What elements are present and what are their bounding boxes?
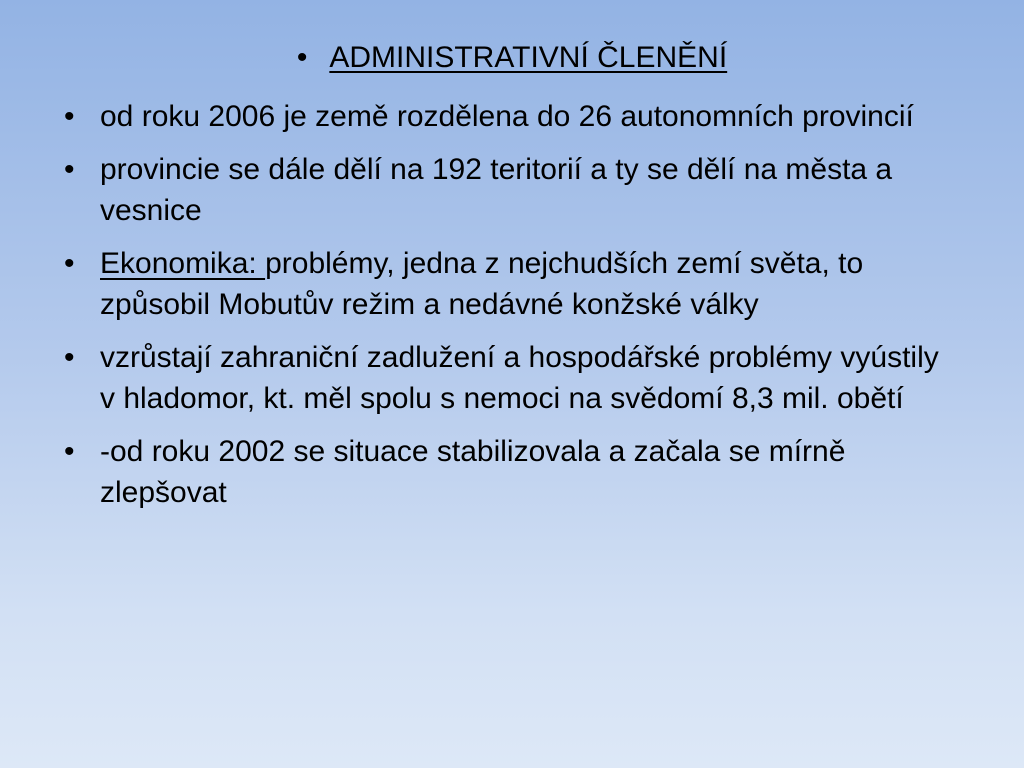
heading-text: ADMINISTRATIVNÍ ČLENĚNÍ — [329, 41, 728, 74]
bullet-icon: • — [296, 41, 308, 74]
list-item-lead: Ekonomika: — [100, 247, 266, 280]
bullet-icon: • — [64, 341, 75, 374]
list-item-text: vzrůstají zahraniční zadlužení a hospodářské problémy vyústily v hladomor, kt. měl spolu s nemoci na svědomí 8,3 mil. obětí — [100, 341, 939, 415]
list-item-text: problémy, jedna z nejchudších zemí světa, to způsobil Mobutův režim a nedávné konžské války — [100, 247, 864, 321]
list-item — [60, 96, 960, 137]
bullet-icon: • — [64, 153, 75, 186]
list-item — [60, 243, 960, 325]
list-item-text: provincie se dále dělí na 192 teritorií a ty se dělí na města a vesnice — [100, 153, 893, 227]
list-item — [60, 431, 960, 513]
list-item — [60, 337, 960, 419]
bullet-icon: • — [64, 435, 75, 468]
bullet-icon: • — [64, 100, 75, 133]
list-item — [60, 149, 960, 231]
bullet-list — [60, 96, 960, 525]
slide-heading — [0, 38, 1024, 78]
list-item-text: od roku 2006 je země rozdělena do 26 autonomních provincií — [100, 100, 914, 133]
bullet-icon: • — [64, 247, 75, 280]
list-item-text: -od roku 2002 se situace stabilizovala a začala se mírně zlepšovat — [100, 435, 846, 509]
